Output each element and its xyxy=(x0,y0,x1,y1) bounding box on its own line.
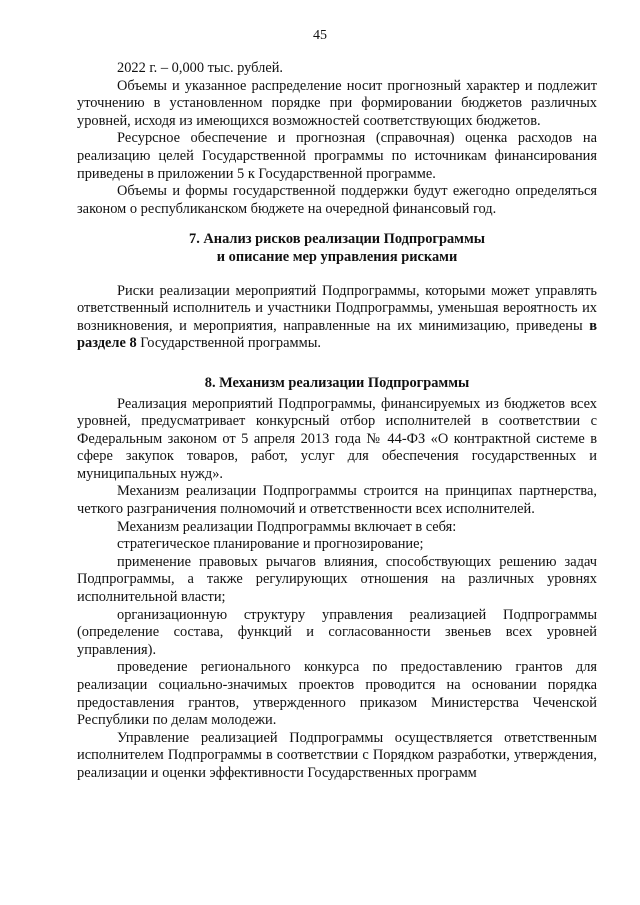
paragraph: Объемы и формы государственной поддержки будут ежегодно определяться законом о республиканском бюджете на очередной финансовый год. xyxy=(77,183,597,217)
page-number: 45 xyxy=(313,28,327,43)
paragraph xyxy=(77,283,597,353)
paragraph: применение правовых рычагов влияния, способствующих решению задач Подпрограммы, а также регулирующих отношения на различных уровнях исполнительной власти; xyxy=(77,553,597,606)
paragraph: Управление реализацией Подпрограммы осуществляется ответственным исполнителем Подпрограммы в соответствии с Порядком разработки, утверждения, реализации и оценки эффективности Государственных программ xyxy=(77,729,597,781)
bold-reference: в разделе 8 xyxy=(77,317,597,352)
document-body xyxy=(77,60,597,783)
section-heading-7 xyxy=(77,231,597,266)
paragraph: организационную структуру управления реализацией Подпрограммы (определение состава, функций и согласованности звеньев всех уровней управления). xyxy=(77,606,597,658)
paragraph: Ресурсное обеспечение и прогнозная (справочная) оценка расходов на реализацию целей Государственной программы по источникам финансирования приведены в приложении 5 к Государственной программе. xyxy=(77,130,597,182)
paragraph-text: Государственной программы. xyxy=(136,335,321,352)
section-heading-line: и описание мер управления рисками xyxy=(216,248,458,265)
paragraph: 2022 г. – 0,000 тыс. рублей. xyxy=(117,60,284,76)
paragraph: Механизм реализации Подпрограммы строится на принципах партнерства, четкого разграничения полномочий и ответственности всех исполнителей. xyxy=(77,483,597,518)
paragraph: Реализация мероприятий Подпрограммы, финансируемых из бюджетов всех уровней, предусматривает конкурсный отбор исполнителей в соответствии с Федеральным законом от 5 апреля 2013 года № 44-ФЗ «О контрактной системе в сфере закупок товаров, работ, услуг для обеспечения государственных и муниципальных нужд». xyxy=(77,395,597,482)
paragraph: Механизм реализации Подпрограммы включает в себя: xyxy=(117,518,457,535)
section-heading-8: 8. Механизм реализации Подпрограммы xyxy=(204,374,470,391)
paragraph: Объемы и указанное распределение носит прогнозный характер и подлежит уточнению в установленном порядке при формировании бюджетов различных уровней, исходя из имеющихся возможностей соответствующих бюджетов. xyxy=(77,77,597,129)
paragraph: стратегическое планирование и прогнозирование; xyxy=(117,536,424,553)
section-heading-line: 7. Анализ рисков реализации Подпрограммы xyxy=(189,231,485,248)
paragraph: проведение регионального конкурса по предоставлению грантов для реализации социально-значимых проектов проводится на основании порядка предоставления грантов, утвержденного приказом Министерства Чеченской Республики по делам молодежи. xyxy=(77,659,597,729)
paragraph-text: Риски реализации мероприятий Подпрограммы, которыми может управлять ответственный исполнитель и участники Подпрограммы, уменьшая вероятность их возникновения, и мероприятия, направленные на их минимизацию, приведены xyxy=(77,282,597,334)
